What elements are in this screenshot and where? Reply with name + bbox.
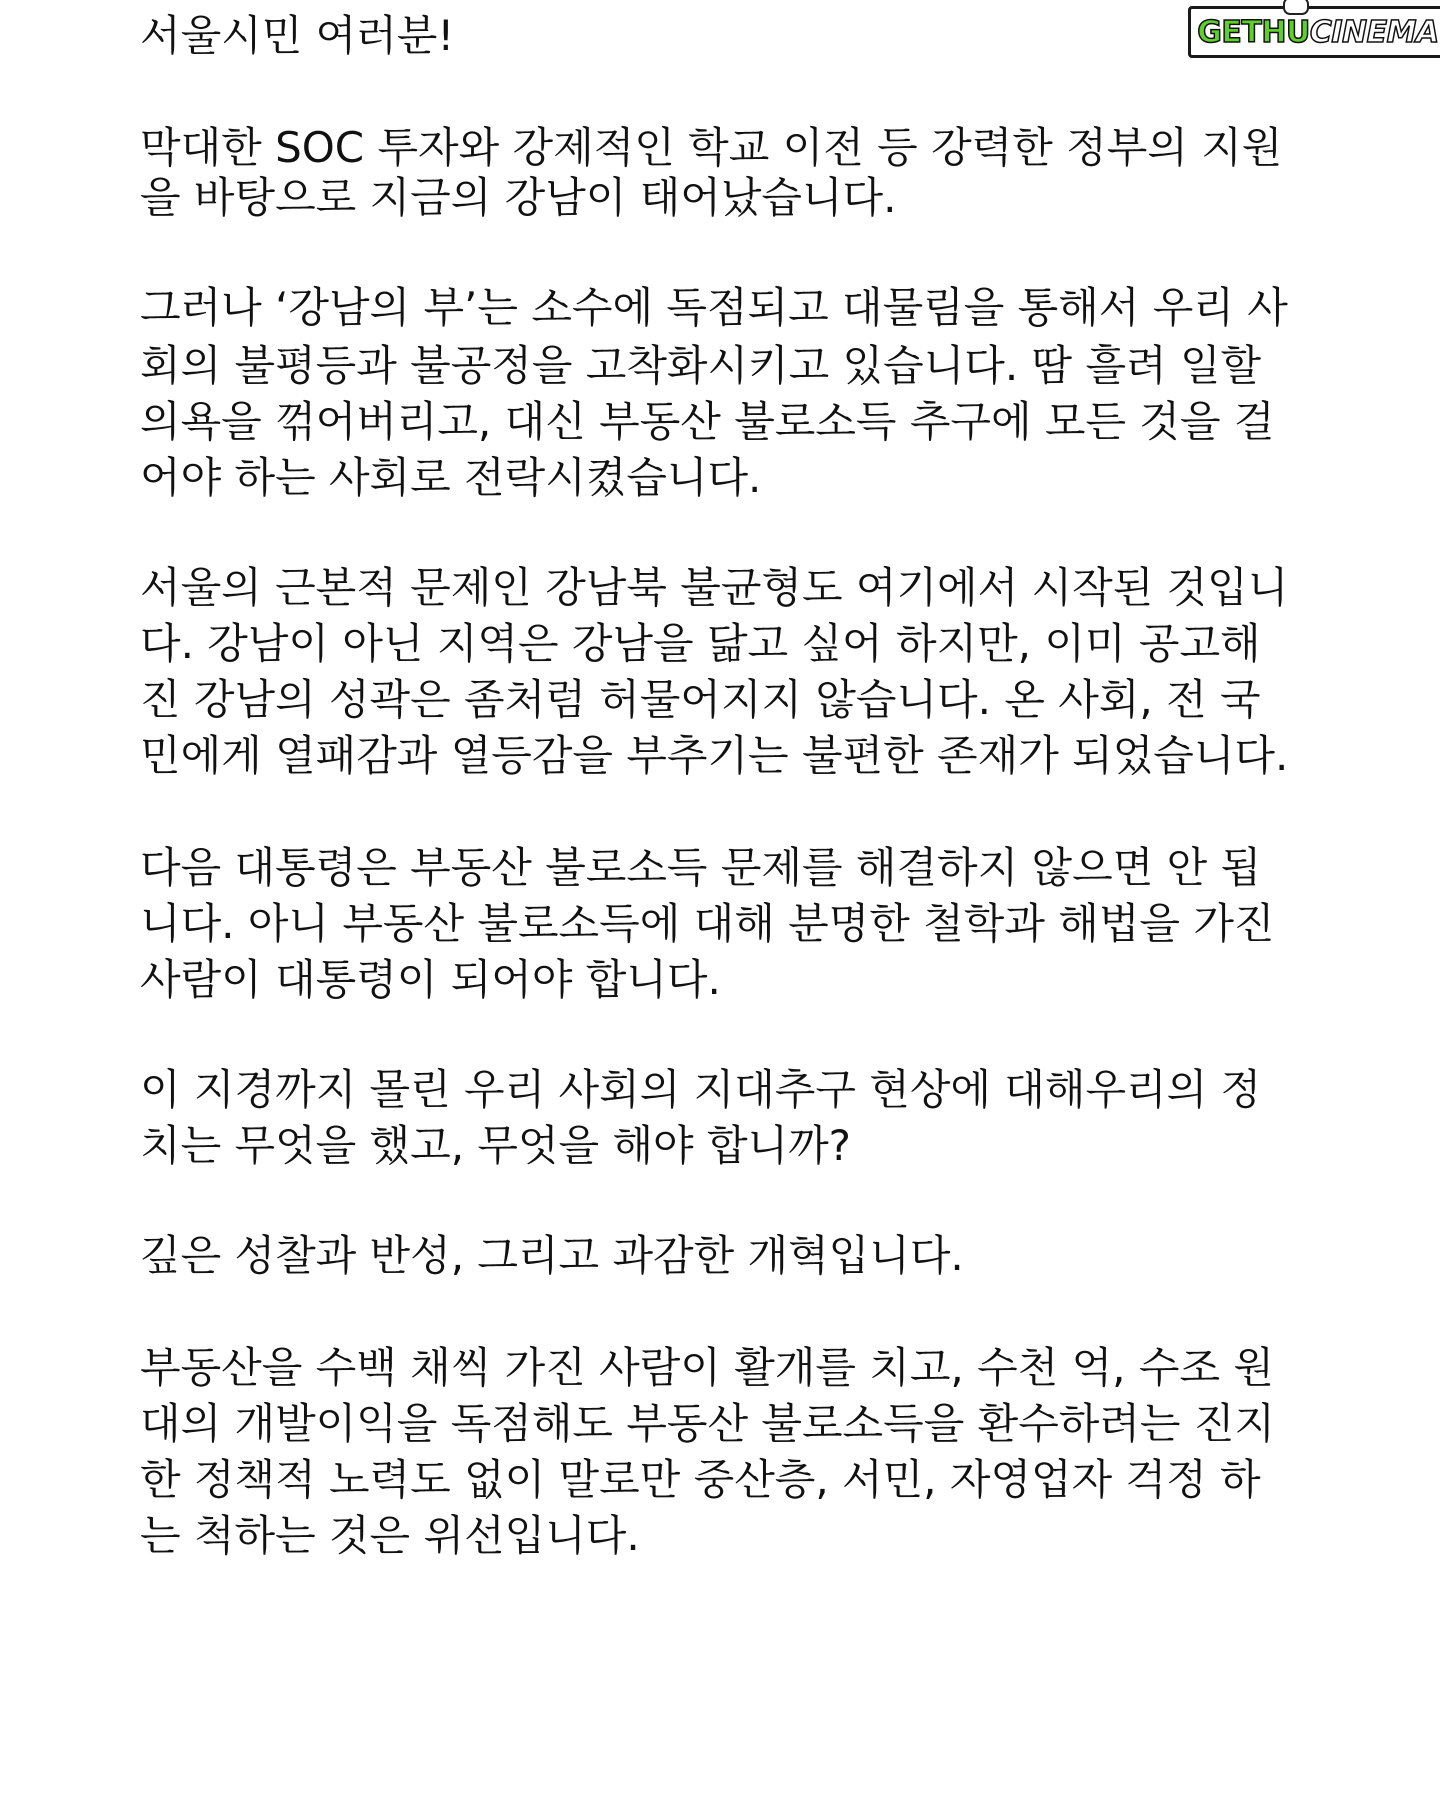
text-line: 다. 강남이 아닌 지역은 강남을 닮고 싶어 하지만, 이미 공고해 — [140, 619, 1261, 668]
text-line: 회의 불평등과 불공정을 고착화시키고 있습니다. 땀 흘려 일할 — [140, 341, 1262, 390]
camera-reel-icon — [1283, 0, 1309, 15]
text-line: 부동산을 수백 채씩 가진 사람이 활개를 치고, 수천 억, 수조 원 — [140, 1343, 1274, 1392]
text-line: 민에게 열패감과 열등감을 부추기는 불편한 존재가 되었습니다. — [140, 731, 1289, 780]
text-line: 는 척하는 것은 위선입니다. — [140, 1511, 640, 1560]
watermark-box — [1188, 6, 1440, 58]
text-line: 다음 대통령은 부동산 불로소득 문제를 해결하지 않으면 안 됩 — [140, 843, 1262, 892]
text-line: 한 정책적 노력도 없이 말로만 중산층, 서민, 자영업자 걱정 하 — [140, 1455, 1261, 1504]
text-line: 진 강남의 성곽은 좀처럼 허물어지지 않습니다. 온 사회, 전 국 — [140, 675, 1261, 724]
text-line: 서울시민 여러분! — [140, 11, 455, 60]
text-line: 서울의 근본적 문제인 강남북 불균형도 여기에서 시작된 것입니 — [140, 563, 1289, 612]
text-line: 니다. 아니 부동산 불로소득에 대해 분명한 철학과 해법을 가진 — [140, 899, 1275, 948]
text-line: 치는 무엇을 했고, 무엇을 해야 합니까? — [140, 1121, 851, 1170]
text-line: 사람이 대통령이 되어야 합니다. — [140, 955, 721, 1004]
text-line: 막대한 SOC 투자와 강제적인 학교 이전 등 강력한 정부의 지원 — [140, 123, 1283, 172]
text-line: 깊은 성찰과 반성, 그리고 과감한 개혁입니다. — [140, 1231, 964, 1280]
text-line: 을 바탕으로 지금의 강남이 태어났습니다. — [140, 173, 897, 222]
text-line: 이 지경까지 몰린 우리 사회의 지대추구 현상에 대해우리의 정 — [140, 1065, 1262, 1114]
text-line: 어야 하는 사회로 전락시켰습니다. — [140, 453, 762, 502]
text-line: 그러나 ‘강남의 부’는 소수에 독점되고 대물림을 통해서 우리 사 — [140, 283, 1288, 332]
text-line: 의욕을 꺾어버리고, 대신 부동산 불로소득 추구에 모든 것을 걸 — [140, 397, 1275, 446]
watermark-logo — [1197, 6, 1439, 58]
text-line: 대의 개발이익을 독점해도 부동산 불로소득을 환수하려는 진지 — [140, 1399, 1275, 1448]
watermark-text-cinema: CINEMA — [1309, 14, 1439, 50]
watermark-text-gethu: GETHU — [1197, 14, 1310, 50]
